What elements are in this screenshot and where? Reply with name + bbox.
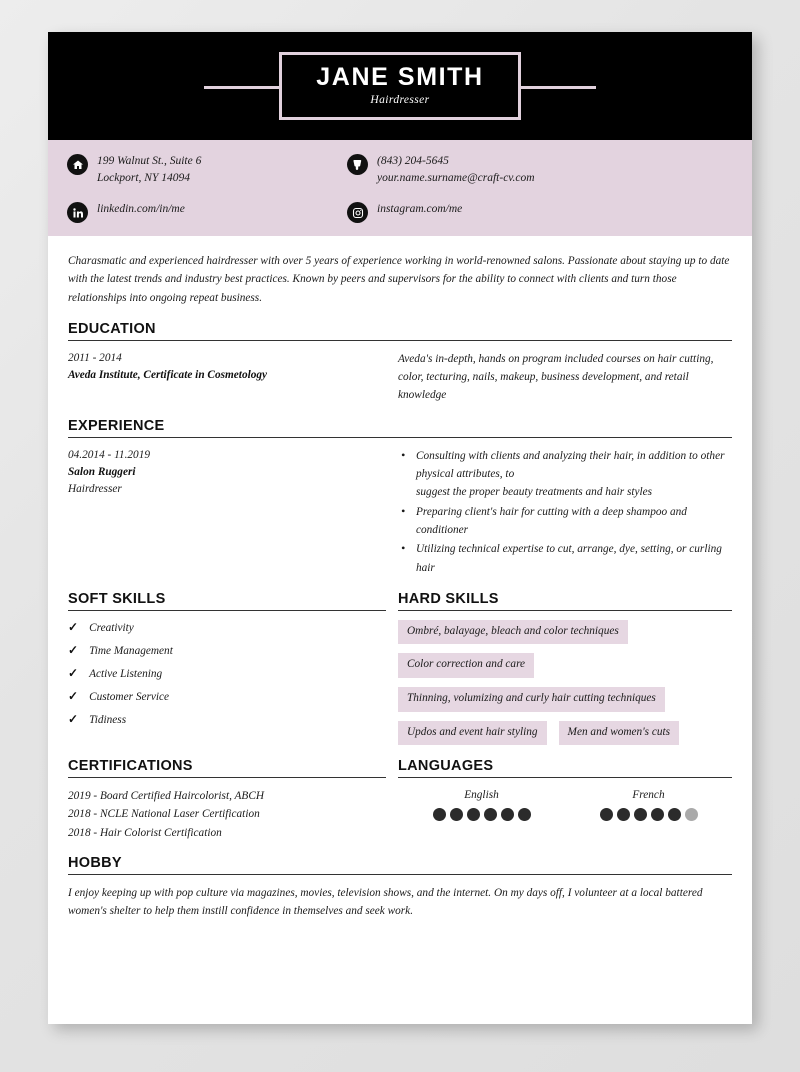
list-item	[68, 620, 386, 635]
contact-phone-email	[347, 153, 752, 191]
list-item: • Consulting with clients and analyzing their hair, in addition to other physical attributes, to suggest the proper beauty treatments and hair styles	[398, 447, 732, 502]
resume-page	[48, 32, 752, 1024]
rating-dot-empty	[685, 808, 698, 821]
contact-linkedin[interactable]	[67, 201, 342, 223]
candidate-job-title: Hairdresser	[370, 94, 430, 106]
hard-skill-row	[398, 687, 732, 712]
education-description: Aveda's in-depth, hands on program included courses on hair cutting, color, tecturing, nails, makeup, business development, and retail knowledge	[398, 352, 714, 402]
language-item-french	[600, 789, 698, 821]
check-icon: ✓	[68, 642, 79, 657]
professional-summary: Charasmatic and experienced hairdresser with over 5 years of experience working in world-renowned salons. Passionate about staying up to date with the latest trends and industry best practices. Known by peers and supervisors for the ability to connect with clients and turn those relationships into ongoing repeat business.	[68, 255, 730, 304]
section-title-certifications: CERTIFICATIONS	[68, 758, 386, 778]
soft-skill-label: Tidiness	[89, 713, 127, 726]
language-rating-dots	[433, 808, 531, 821]
list-item	[68, 689, 386, 704]
rating-dot-filled	[450, 808, 463, 821]
experience-org: Salon Ruggeri	[68, 465, 136, 478]
language-name: English	[464, 789, 499, 802]
language-name: French	[632, 789, 665, 802]
address-line-2: Lockport, NY 14094	[97, 171, 190, 184]
soft-skill-label: Active Listening	[89, 667, 163, 680]
rating-dot-filled	[467, 808, 480, 821]
education-org: Aveda Institute, Certificate in Cosmetology	[68, 368, 268, 381]
rating-dot-filled	[600, 808, 613, 821]
list-item: • Utilizing technical expertise to cut, arrange, dye, setting, or curling hair	[398, 540, 732, 577]
phone-text: (843) 204-5645	[377, 155, 449, 167]
section-title-hobby: HOBBY	[68, 855, 732, 875]
section-education	[68, 321, 732, 405]
list-item: 2018 - NCLE National Laser Certification	[68, 808, 260, 821]
section-hobby	[68, 855, 732, 921]
phone-email-text	[377, 153, 535, 186]
check-icon: ✓	[68, 619, 79, 634]
phone-icon	[347, 154, 368, 175]
check-icon: ✓	[68, 688, 79, 703]
soft-skill-label: Time Management	[89, 644, 173, 657]
section-title-languages: LANGUAGES	[398, 758, 732, 778]
section-experience	[68, 418, 732, 578]
experience-left	[68, 447, 398, 578]
check-icon: ✓	[68, 665, 79, 680]
contact-column-right	[342, 153, 752, 223]
rating-dot-filled	[617, 808, 630, 821]
section-title-hard-skills: HARD SKILLS	[398, 591, 732, 611]
soft-skills-list	[68, 620, 386, 727]
languages-list	[398, 787, 732, 821]
rating-dot-filled	[501, 808, 514, 821]
experience-bullets	[398, 447, 732, 577]
list-item	[68, 643, 386, 658]
contact-instagram[interactable]	[347, 201, 752, 223]
rating-dot-filled	[668, 808, 681, 821]
hard-skill-tag: Color correction and care	[398, 653, 534, 678]
soft-skills-column	[68, 591, 398, 745]
list-item: 2018 - Hair Colorist Certification	[68, 826, 222, 839]
soft-skill-label: Customer Service	[89, 690, 170, 703]
hard-skills-column	[398, 591, 732, 745]
list-item: • Preparing client's hair for cutting with a deep shampoo and conditioner	[398, 503, 732, 540]
instagram-text: instagram.com/me	[377, 203, 463, 215]
resume-header	[48, 32, 752, 140]
rating-dot-filled	[518, 808, 531, 821]
rating-dot-filled	[433, 808, 446, 821]
contact-column-left	[48, 153, 342, 223]
section-certifications-languages	[68, 758, 732, 842]
languages-column	[398, 758, 732, 842]
hobby-text: I enjoy keeping up with pop culture via magazines, movies, television shows, and the internet. On my days off, I volunteer at a local battered women's shelter to help them instill confidence in themselves and seek work.	[68, 886, 703, 918]
education-date: 2011 - 2014	[68, 351, 122, 364]
hard-skill-row	[398, 653, 732, 678]
section-title-experience: EXPERIENCE	[68, 418, 732, 438]
hard-skill-tag: Updos and event hair styling	[398, 721, 547, 746]
hard-skill-tag: Ombré, balayage, bleach and color techniques	[398, 620, 628, 645]
language-rating-dots	[600, 808, 698, 821]
experience-date: 04.2014 - 11.2019	[68, 448, 151, 461]
hard-skills-tags	[398, 620, 732, 745]
linkedin-text: linkedin.com/in/me	[97, 203, 185, 215]
candidate-name: JANE SMITH	[316, 63, 484, 91]
education-left	[68, 350, 398, 405]
section-title-soft-skills: SOFT SKILLS	[68, 591, 386, 611]
hard-skill-tag: Thinning, volumizing and curly hair cutting techniques	[398, 687, 665, 712]
rating-dot-filled	[651, 808, 664, 821]
list-item	[68, 666, 386, 681]
name-box	[279, 52, 520, 120]
instagram-icon	[347, 202, 368, 223]
address-text	[97, 153, 201, 186]
section-skills	[68, 591, 732, 745]
hard-skill-row	[398, 721, 732, 746]
contact-band	[48, 140, 752, 236]
address-line-1: 199 Walnut St., Suite 6	[97, 155, 202, 167]
contact-address	[67, 153, 342, 191]
rating-dot-filled	[634, 808, 647, 821]
rating-dot-filled	[484, 808, 497, 821]
education-right	[398, 350, 732, 405]
hard-skill-row	[398, 620, 732, 645]
experience-right	[398, 447, 732, 578]
home-icon	[67, 154, 88, 175]
email-text: your.name.surname@craft-cv.com	[377, 171, 535, 184]
section-title-education: EDUCATION	[68, 321, 732, 341]
linkedin-icon	[67, 202, 88, 223]
certifications-list	[68, 787, 386, 842]
list-item: 2019 - Board Certified Haircolorist, ABCH	[68, 790, 265, 803]
resume-content	[48, 236, 752, 921]
list-item	[68, 712, 386, 727]
language-item-english	[433, 789, 531, 821]
experience-role: Hairdresser	[68, 482, 122, 495]
check-icon: ✓	[68, 711, 79, 726]
hard-skill-tag: Men and women's cuts	[559, 721, 680, 746]
soft-skill-label: Creativity	[89, 621, 134, 634]
certifications-column	[68, 758, 398, 842]
